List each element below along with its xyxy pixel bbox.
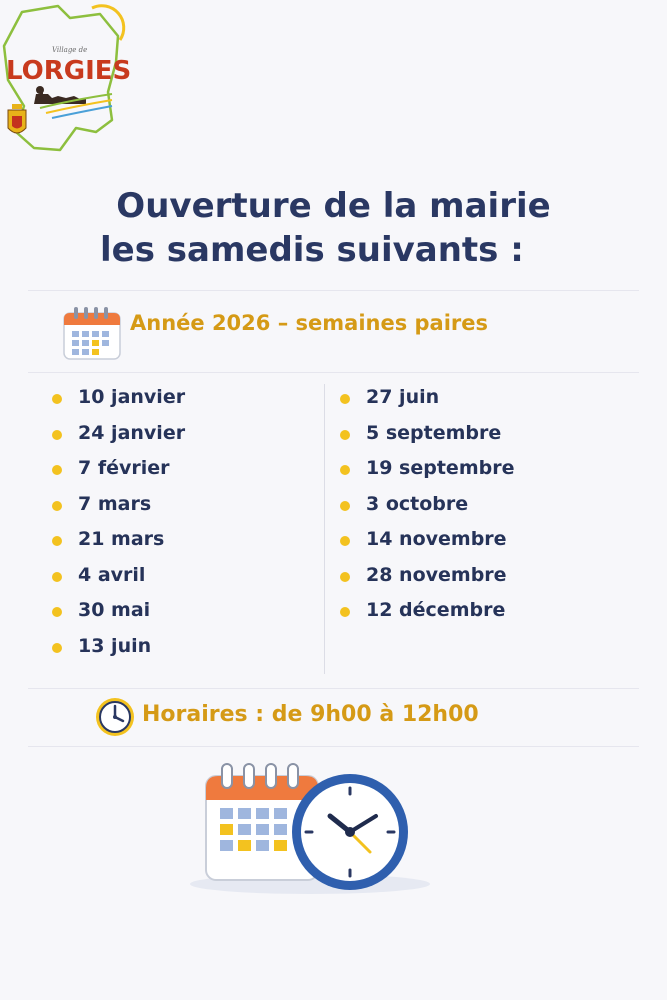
date-label: 12 décembre: [366, 599, 506, 621]
title-line-1: Ouverture de la mairie: [116, 186, 551, 226]
date-item: [52, 635, 302, 671]
date-item: [52, 493, 302, 529]
date-label: 7 mars: [78, 492, 152, 515]
bullet-icon: [52, 430, 62, 440]
calendar-clock-illustration: [180, 752, 440, 902]
hours-row: [94, 696, 594, 740]
bullet-icon: [340, 607, 350, 617]
divider: [28, 746, 639, 747]
date-item: [52, 457, 302, 493]
date-label: 7 février: [78, 457, 170, 479]
bullet-icon: [52, 607, 62, 617]
date-item: [52, 564, 302, 600]
date-item: [52, 386, 302, 422]
date-item: [340, 422, 620, 458]
bullet-icon: [340, 394, 350, 404]
bullet-icon: [340, 465, 350, 475]
date-label: 10 janvier: [78, 386, 186, 408]
bullet-icon: [52, 501, 62, 511]
bullet-icon: [340, 501, 350, 511]
date-item: [340, 457, 620, 493]
bullet-icon: [52, 643, 62, 653]
clock-icon: [94, 696, 136, 738]
dates-list-left: [52, 386, 302, 670]
date-label: 4 avril: [78, 563, 146, 586]
date-item: [340, 493, 620, 529]
date-label: 24 janvier: [78, 421, 186, 444]
date-item: [52, 599, 302, 635]
divider: [28, 290, 639, 291]
date-label: 27 juin: [366, 386, 440, 408]
divider: [28, 372, 639, 373]
date-label: 19 septembre: [366, 457, 515, 479]
bullet-icon: [52, 536, 62, 546]
date-item: [52, 528, 302, 564]
bullet-icon: [52, 394, 62, 404]
bullet-icon: [52, 465, 62, 475]
calendar-icon: [62, 305, 122, 361]
date-item: [340, 599, 620, 635]
logo-name: LORGIES: [6, 56, 132, 86]
date-item: [340, 564, 620, 600]
date-label: 14 novembre: [366, 528, 507, 550]
dates-list-right: [340, 386, 620, 635]
year-heading-row: [62, 305, 489, 361]
title-line-2: les samedis suivants :: [100, 230, 524, 270]
date-label: 13 juin: [78, 634, 152, 657]
bullet-icon: [52, 572, 62, 582]
date-item: [340, 528, 620, 564]
calendar-clock-icon: [180, 752, 440, 902]
bullet-icon: [340, 536, 350, 546]
date-label: 21 mars: [78, 528, 165, 550]
year-heading: Année 2026 – semaines paires: [130, 311, 489, 335]
page-title: [0, 184, 667, 272]
date-label: 5 septembre: [366, 421, 502, 444]
village-logo: [0, 0, 135, 158]
bullet-icon: [340, 430, 350, 440]
date-label: 3 octobre: [366, 492, 469, 515]
date-label: 28 novembre: [366, 563, 507, 586]
bullet-icon: [340, 572, 350, 582]
logo-subtitle: Village de: [52, 46, 88, 54]
date-item: [52, 422, 302, 458]
date-label: 30 mai: [78, 599, 151, 621]
column-separator: [324, 384, 325, 674]
divider: [28, 688, 639, 689]
hours-text: Horaires : de 9h00 à 12h00: [142, 702, 479, 727]
date-item: [340, 386, 620, 422]
